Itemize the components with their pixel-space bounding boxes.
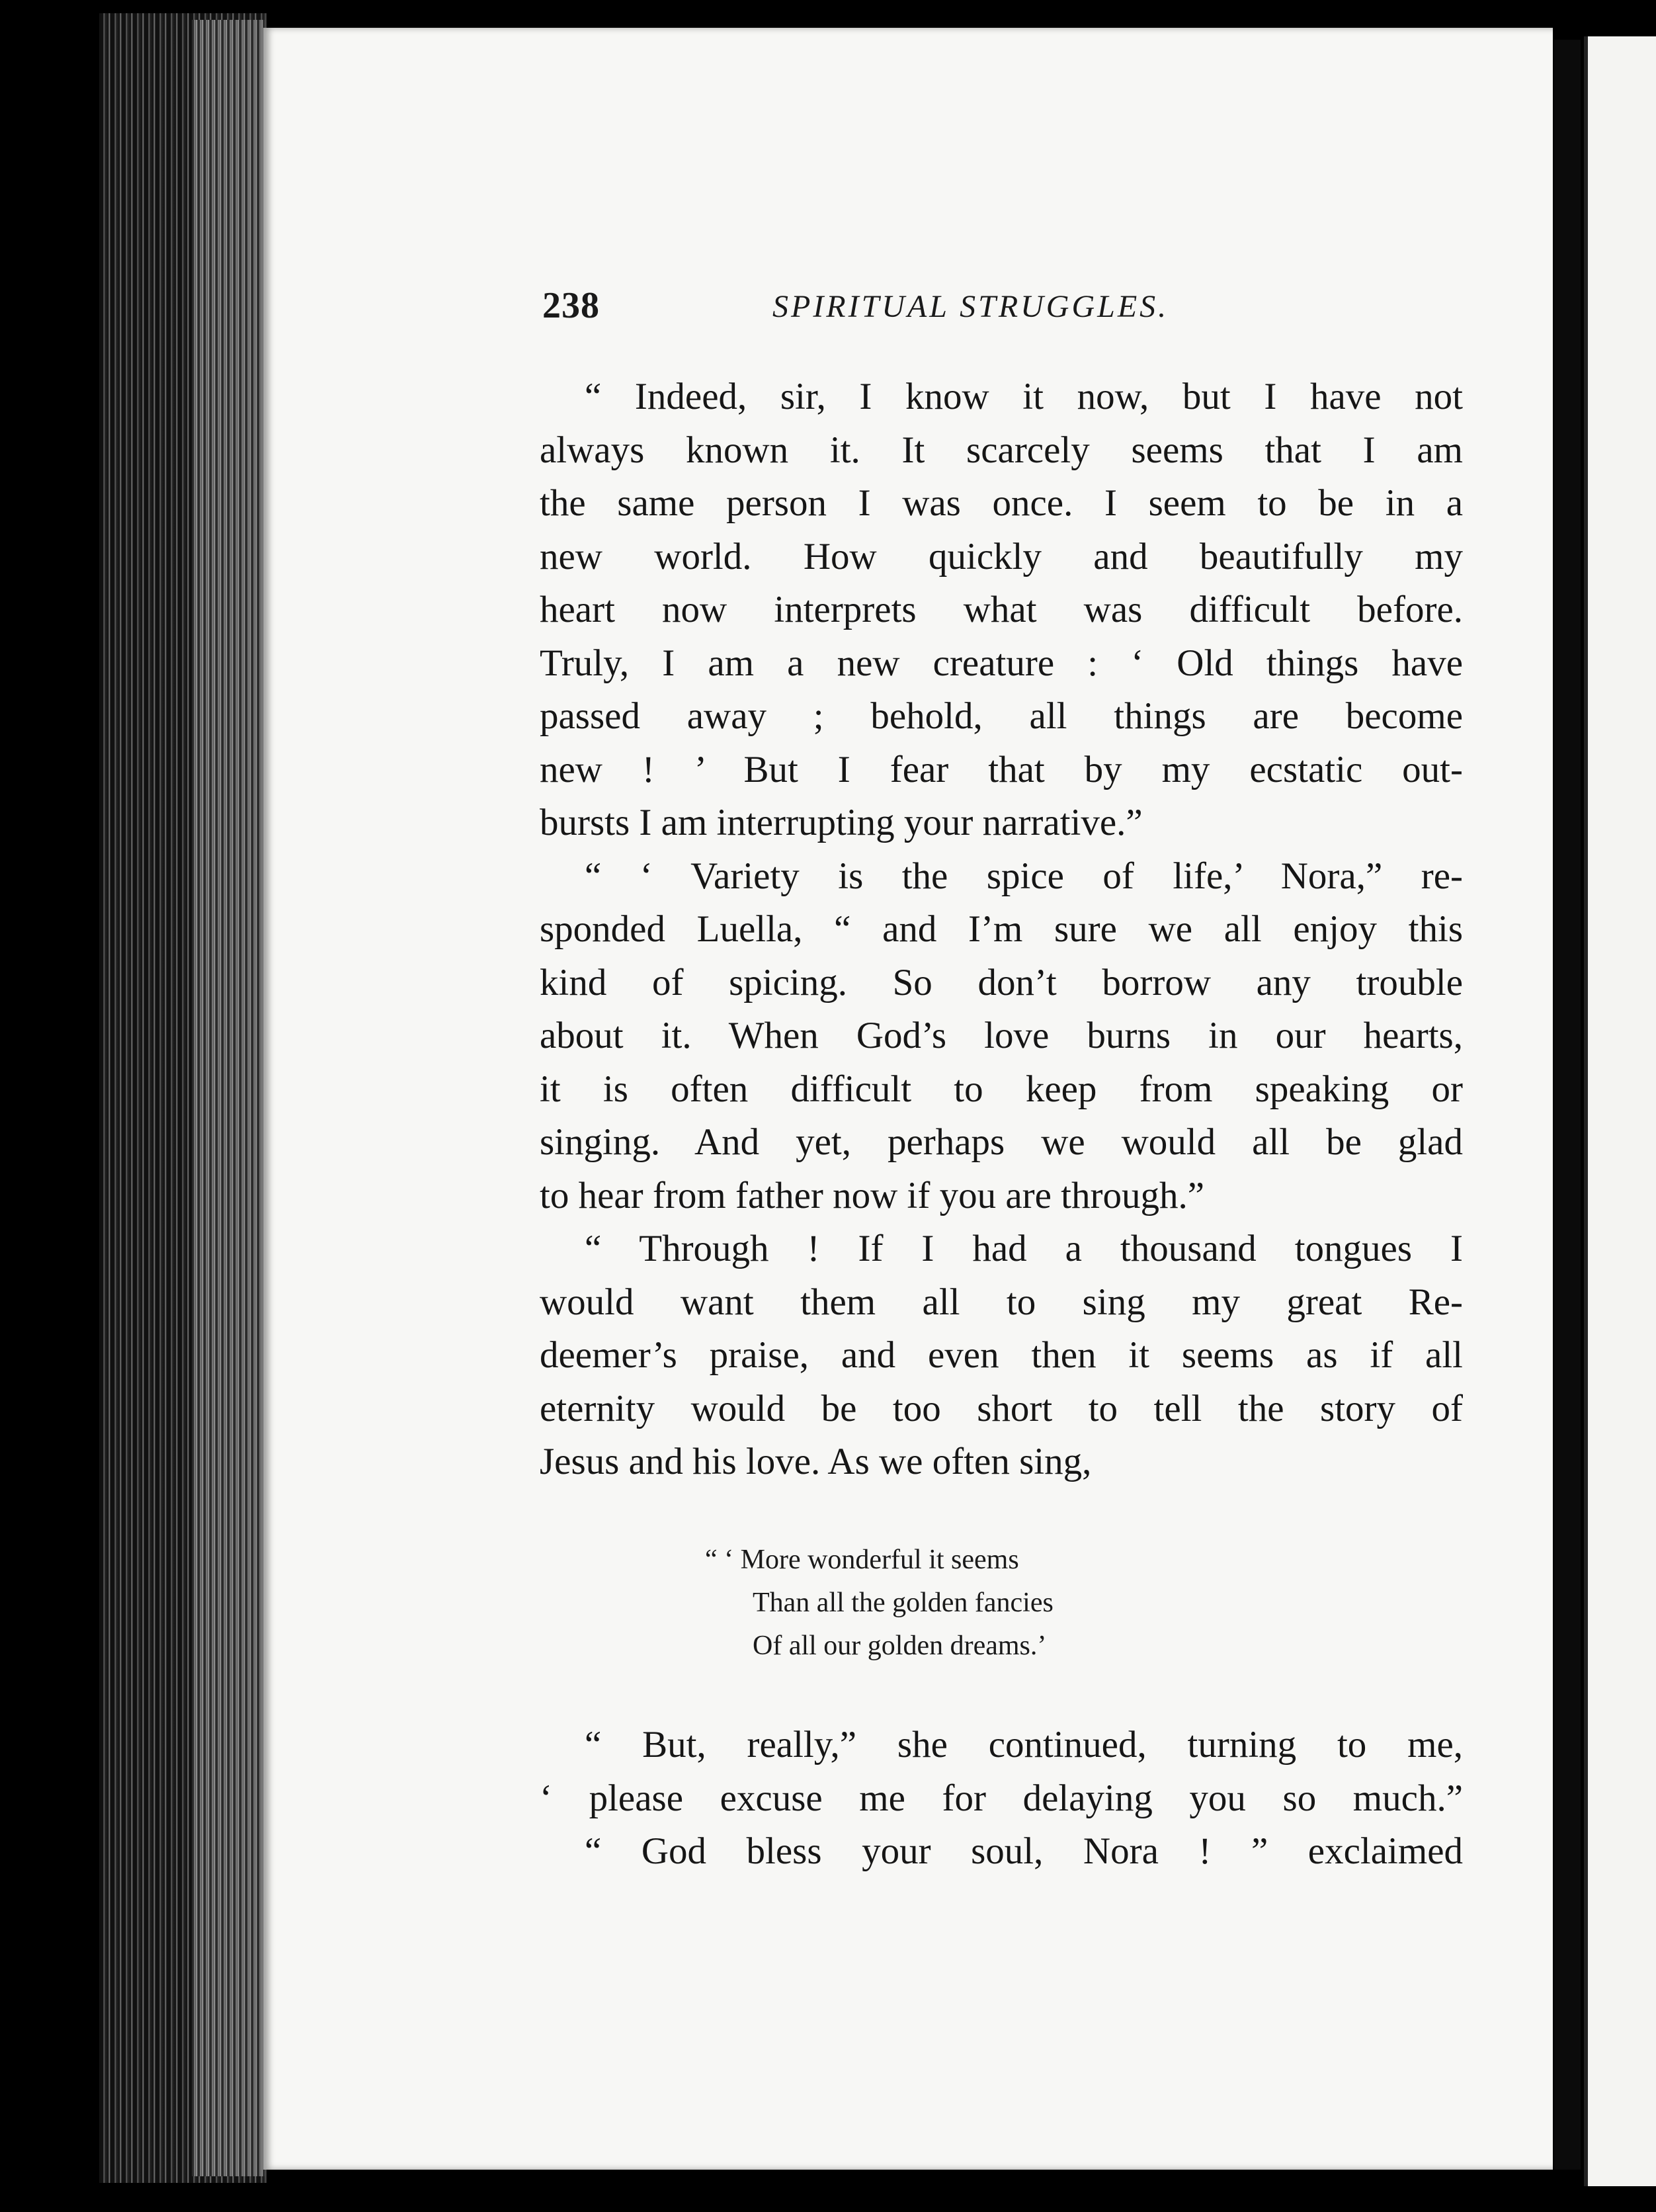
text-line: “ ‘ Variety is the spice of life,’ Nora,” re- xyxy=(585,855,1463,897)
text-line: bursts I am interrupting your narrative.” xyxy=(540,802,1143,843)
text-line: Jesus and his love. As we often sing, xyxy=(540,1441,1092,1482)
facing-page-sliver xyxy=(1584,36,1656,2186)
text-line: singing. And yet, perhaps we would all be glad xyxy=(540,1121,1463,1163)
poem-line: Than all the golden fancies xyxy=(753,1588,1054,1618)
text-line: Truly, I am a new creature : ‘ Old things have xyxy=(540,642,1463,684)
page-number: 238 xyxy=(542,285,600,326)
text-line: would want them all to sing my great Re- xyxy=(540,1281,1463,1323)
text-line: about it. When God’s love burns in our hearts, xyxy=(540,1015,1463,1056)
text-line: kind of spicing. So don’t borrow any trouble xyxy=(540,961,1463,1003)
text-line: passed away ; behold, all things are become xyxy=(540,695,1463,737)
text-line: always known it. It scarcely seems that I am xyxy=(540,429,1463,471)
poem-line: “ ‘ More wonderful it seems xyxy=(705,1545,1019,1575)
text-line: eternity would be too short to tell the story of xyxy=(540,1387,1463,1429)
text-line: heart now interprets what was difficult before. xyxy=(540,589,1463,630)
text-line: new ! ’ But I fear that by my ecstatic out- xyxy=(540,748,1463,790)
text-line: ‘ please excuse me for delaying you so much.” xyxy=(540,1777,1463,1819)
gutter-shadow xyxy=(1554,40,1581,2170)
poem-quotation xyxy=(705,1539,1208,1668)
running-title: SPIRITUAL STRUGGLES. xyxy=(772,289,1169,324)
text-line: “ But, really,” she continued, turning to me, xyxy=(585,1724,1463,1765)
text-line: it is often difficult to keep from speaking or xyxy=(540,1068,1463,1110)
poem-line: Of all our golden dreams.’ xyxy=(753,1631,1047,1661)
text-line: “ Indeed, sir, I know it now, but I have not xyxy=(585,376,1463,417)
text-line: the same person I was once. I seem to be in a xyxy=(540,482,1463,524)
page-header xyxy=(542,284,1243,331)
body-text xyxy=(540,370,1463,1489)
text-line: “ Through ! If I had a thousand tongues I xyxy=(585,1228,1463,1269)
text-line: sponded Luella, “ and I’m sure we all enjoy this xyxy=(540,908,1463,950)
text-line: deemer’s praise, and even then it seems as if all xyxy=(540,1334,1463,1376)
page-edges-inner xyxy=(192,20,265,2176)
closing-text xyxy=(540,1719,1463,1879)
text-line: “ God bless your soul, Nora ! ” exclaimed xyxy=(585,1830,1463,1872)
text-line: to hear from father now if you are through.” xyxy=(540,1174,1205,1216)
text-line: new world. How quickly and beautifully my xyxy=(540,535,1463,577)
